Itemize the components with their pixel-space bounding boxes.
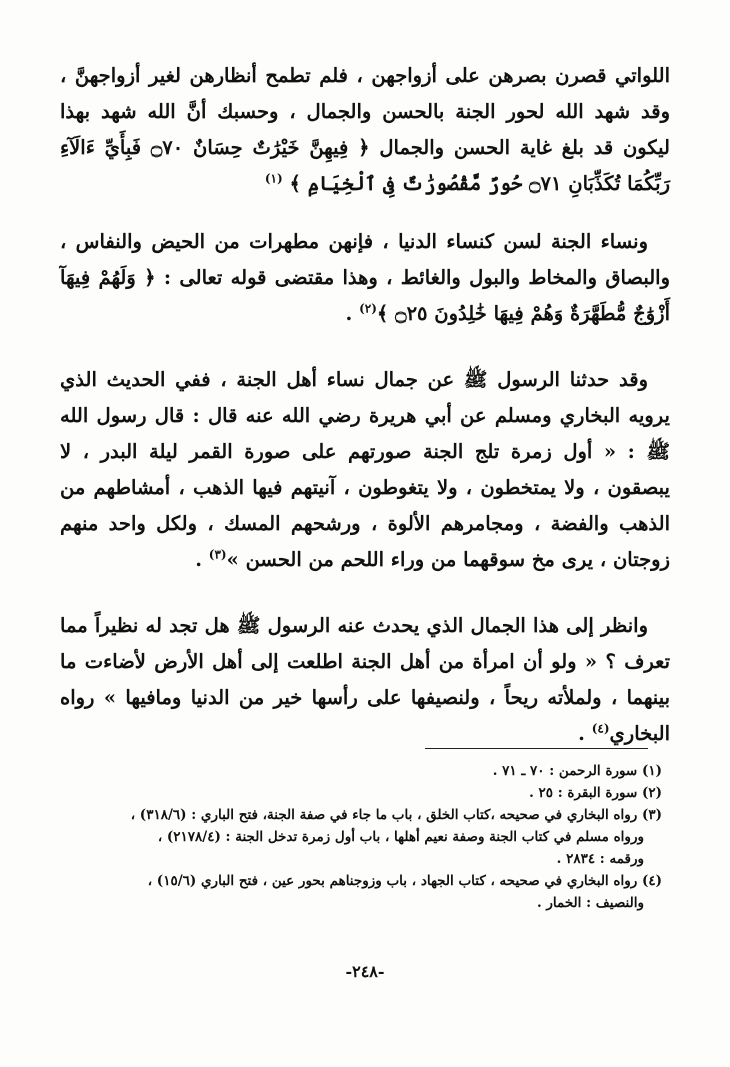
- paragraph-4-text: وانظر إلى هذا الجمال الذي يحدث عنه الرسول ﷺ هل تجد له نظيراً مما تعرف ؟ « ولو أن امرأة من أهل الجنة اطلعت إلى أهل الأرض لأضاءت ما بينهما ، ولملأته ريحاً ، ولنصيفها على رأسها خير من الدنيا ومافيها » رواه البخاري: [60, 614, 670, 745]
- paragraph-3: [60, 362, 670, 578]
- footnote-4-line-1: (٤) رواه البخاري في صحيحه ، كتاب الجهاد ، باب وزوجناهم بحور عين ، فتح الباري (١٥/٦) ،: [147, 873, 662, 889]
- footnote-divider: [425, 748, 648, 749]
- footnote-2: [60, 782, 662, 804]
- footnote-ref-3: (٣): [208, 547, 227, 562]
- paragraph-1: [60, 58, 670, 202]
- footnote-1: [60, 760, 662, 782]
- paragraph-4: [60, 608, 670, 752]
- footnote-4: [60, 870, 662, 892]
- footnotes: [60, 760, 662, 914]
- footnote-2-line-1: (٢) سورة البقرة : ٢٥ .: [529, 785, 662, 801]
- paragraph-2-text: ونساء الجنة لسن كنساء الدنيا ، فإنهن مطهرات من الحيض والنفاس ، والبصاق والمخاط والبول والغائط ، وهذا مقتضى قوله تعالى : ﴿ وَلَهُمْ فِيهَآ أَزْوَٰجٌ مُّطَهَّرَةٌ وَهُمْ فِيهَا خَٰلِدُونَ ۝٢٥ ﴾: [60, 230, 670, 325]
- footnote-3: [60, 804, 662, 826]
- footnote-ref-2: (٢): [359, 301, 377, 316]
- footnote-3-line-1: (٣) رواه البخاري في صحيحه ،كتاب الخلق ، باب ما جاء في صفة الجنة، فتح الباري : (٣١٨/٦) ،: [130, 807, 662, 823]
- paragraph-2: [60, 224, 670, 332]
- footnote-1-line-1: (١) سورة الرحمن : ٧٠ ـ ٧١ .: [492, 763, 662, 779]
- paragraph-3-text: وقد حدثنا الرسول ﷺ عن جمال نساء أهل الجنة ، ففي الحديث الذي يرويه البخاري ومسلم عن أبي هريرة رضي الله عنه قال : قال رسول الله ﷺ : « أول زمرة تلج الجنة صورتهم على صورة القمر ليلة البدر ، لا يبصقون ، ولا يمتخطون ، ولا يتغوطون ، آنيتهم فيها الذهب ، أمشاطهم من الذهب والفضة ، ومجامرهم الألوة ، ورشحهم المسك ، ولكل واحد منهم زوجتان ، يرى مخ سوقهما من وراء اللحم من الحسن »: [60, 368, 670, 571]
- paragraph-2-end: .: [345, 302, 360, 325]
- footnote-3-line-3: ورقمه : ٢٨٣٤ .: [556, 851, 644, 867]
- page-number: -٢٤٨-: [345, 962, 385, 981]
- footnote-4-cont-1: [60, 892, 662, 914]
- footnote-3-cont-1: [60, 826, 662, 848]
- main-text: [60, 58, 670, 776]
- footnote-ref-1: (١): [264, 171, 283, 186]
- footnote-4-line-2: والنصيف : الخمار .: [536, 895, 644, 911]
- paragraph-1-text: اللواتي قصرن بصرهن على أزواجهن ، فلم تطمح أنظارهن لغير أزواجهنَّ ، وقد شهد الله لحور الجنة بالحسن والجمال ، وحسبك أنَّ الله شهد بهذا ليكون قد بلغ غاية الحسن والجمال ﴿ فِيهِنَّ خَيْرَٰتٌ حِسَانٌ ۝٧٠ فَبِأَيِّ ءَالَآءِ رَبِّكُمَا تُكَذِّبَانِ ۝٧١ حُورٌ مَّقْصُورَٰتٌ فِى ٱلْخِيَامِ ﴾: [60, 64, 670, 195]
- footnote-ref-4: (٤): [591, 721, 610, 736]
- footnote-3-cont-2: [60, 848, 662, 870]
- paragraph-4-end: .: [578, 722, 592, 745]
- paragraph-3-end: .: [195, 548, 209, 571]
- footnote-3-line-2: ورواه مسلم في كتاب الجنة وصفة نعيم أهلها ، باب أول زمرة تدخل الجنة : (٢١٧٨/٤) ،: [157, 829, 644, 845]
